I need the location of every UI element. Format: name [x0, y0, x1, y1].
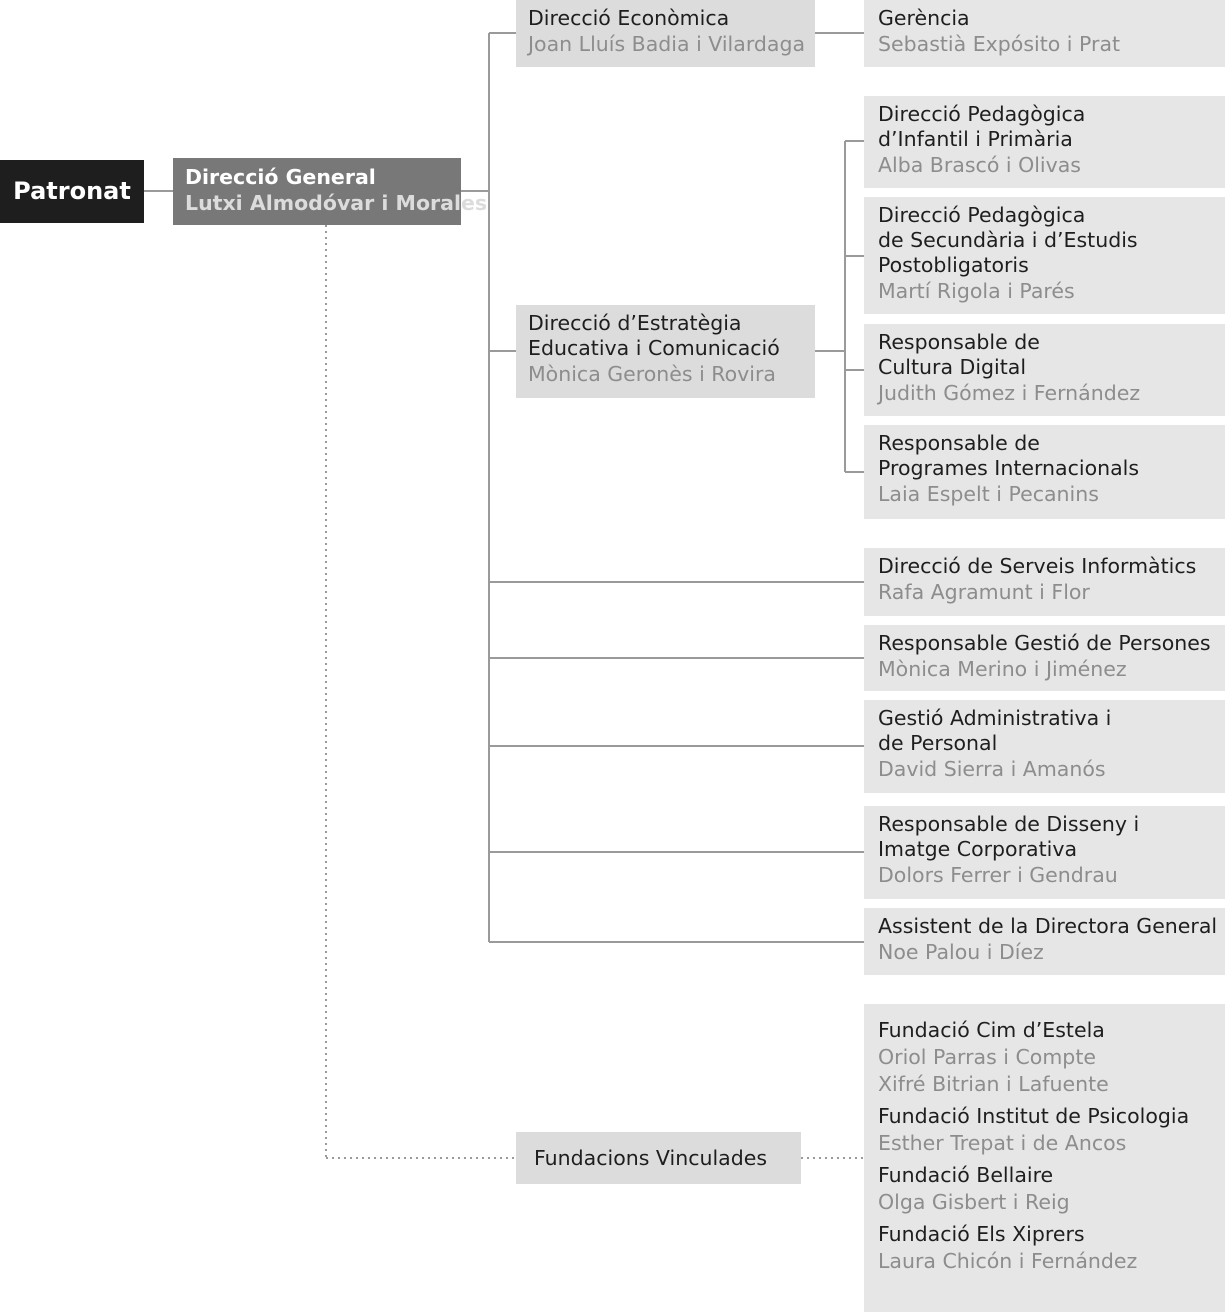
- fundacio-cim-estela: [878, 1016, 1225, 1098]
- patronat-box: [0, 160, 144, 223]
- fundacio-institut-psicologia: [878, 1102, 1225, 1157]
- gerencia-title: Gerència: [878, 6, 970, 30]
- fundacions-vinculades-box: [516, 1132, 801, 1184]
- assistent-box: [864, 908, 1225, 975]
- assistent-name: Noe Palou i Díez: [878, 940, 1044, 964]
- assistent-title: Assistent de la Directora General: [878, 914, 1218, 938]
- gerencia-box: [864, 0, 1225, 67]
- fundacio-bellaire: [878, 1161, 1225, 1216]
- fundacio-title: Fundació Bellaire: [878, 1163, 1054, 1187]
- gestio-administrativa-name: David Sierra i Amanós: [878, 757, 1106, 781]
- serveis-informatics-title: Direcció de Serveis Informàtics: [878, 554, 1197, 578]
- fundacio-member: Olga Gisbert i Reig: [878, 1190, 1070, 1214]
- fundacions-vinculades-label: Fundacions Vinculades: [534, 1146, 768, 1170]
- gestio-persones-box: [864, 625, 1225, 691]
- fundacio-member: Laura Chicón i Fernández: [878, 1249, 1138, 1273]
- estrategia-name: Mònica Geronès i Rovira: [528, 362, 776, 386]
- disseny-imatge-name: Dolors Ferrer i Gendrau: [878, 863, 1118, 887]
- fundacio-title: Fundació Institut de Psicologia: [878, 1104, 1190, 1128]
- gestio-persones-name: Mònica Merino i Jiménez: [878, 657, 1127, 681]
- gestio-administrativa-title-line-2: de Personal: [878, 731, 998, 755]
- pedagogica-secundaria-box: [864, 197, 1225, 314]
- programes-internacionals-title-line-2: Programes Internacionals: [878, 456, 1140, 480]
- cultura-digital-box: [864, 324, 1225, 416]
- direccio-general-title: Direcció General: [185, 165, 376, 189]
- fundacio-member: Xifré Bitrian i Lafuente: [878, 1072, 1109, 1096]
- pedagogica-primaria-name: Alba Brascó i Olivas: [878, 153, 1081, 177]
- cultura-digital-title-line-1: Responsable de: [878, 330, 1040, 354]
- gestio-administrativa-title-line-1: Gestió Administrativa i: [878, 706, 1112, 730]
- fundacio-els-xiprers: [878, 1220, 1225, 1275]
- programes-internacionals-name: Laia Espelt i Pecanins: [878, 482, 1099, 506]
- fundacio-title: Fundació Cim d’Estela: [878, 1018, 1105, 1042]
- gerencia-name: Sebastià Expósito i Prat: [878, 32, 1121, 56]
- gestio-persones-title: Responsable Gestió de Persones: [878, 631, 1211, 655]
- cultura-digital-name: Judith Gómez i Fernández: [878, 381, 1141, 405]
- pedagogica-secundaria-title-line-1: Direcció Pedagògica: [878, 203, 1086, 227]
- serveis-informatics-name: Rafa Agramunt i Flor: [878, 580, 1090, 604]
- direccio-general-name: Lutxi Almodóvar i Morales: [185, 191, 488, 215]
- fundacio-member: Esther Trepat i de Ancos: [878, 1131, 1127, 1155]
- programes-internacionals-title-line-1: Responsable de: [878, 431, 1040, 455]
- disseny-imatge-box: [864, 806, 1225, 899]
- fundacio-member: Oriol Parras i Compte: [878, 1045, 1096, 1069]
- fundacio-title: Fundació Els Xiprers: [878, 1222, 1085, 1246]
- cultura-digital-title-line-2: Cultura Digital: [878, 355, 1027, 379]
- direccio-general-box: [173, 158, 488, 225]
- pedagogica-primaria-title-line-1: Direcció Pedagògica: [878, 102, 1086, 126]
- direccio-economica-title: Direcció Econòmica: [528, 6, 730, 30]
- pedagogica-secundaria-title-line-2: de Secundària i d’Estudis: [878, 228, 1138, 252]
- serveis-informatics-box: [864, 548, 1225, 616]
- disseny-imatge-title-line-2: Imatge Corporativa: [878, 837, 1078, 861]
- direccio-economica-name: Joan Lluís Badia i Vilardaga: [528, 32, 806, 56]
- patronat-label: Patronat: [13, 177, 131, 205]
- estrategia-title-line-1: Direcció d’Estratègia: [528, 311, 742, 335]
- fundacions-panel: [864, 1004, 1225, 1312]
- gestio-administrativa-box: [864, 700, 1225, 793]
- pedagogica-secundaria-title-line-3: Postobligatoris: [878, 253, 1029, 277]
- pedagogica-primaria-box: [864, 96, 1225, 188]
- estrategia-title-line-2: Educativa i Comunicació: [528, 336, 780, 360]
- pedagogica-secundaria-name: Martí Rigola i Parés: [878, 279, 1075, 303]
- pedagogica-primaria-title-line-2: d’Infantil i Primària: [878, 127, 1073, 151]
- programes-internacionals-box: [864, 425, 1225, 519]
- estrategia-box: [516, 305, 815, 398]
- disseny-imatge-title-line-1: Responsable de Disseny i: [878, 812, 1140, 836]
- direccio-economica-box: [516, 0, 815, 67]
